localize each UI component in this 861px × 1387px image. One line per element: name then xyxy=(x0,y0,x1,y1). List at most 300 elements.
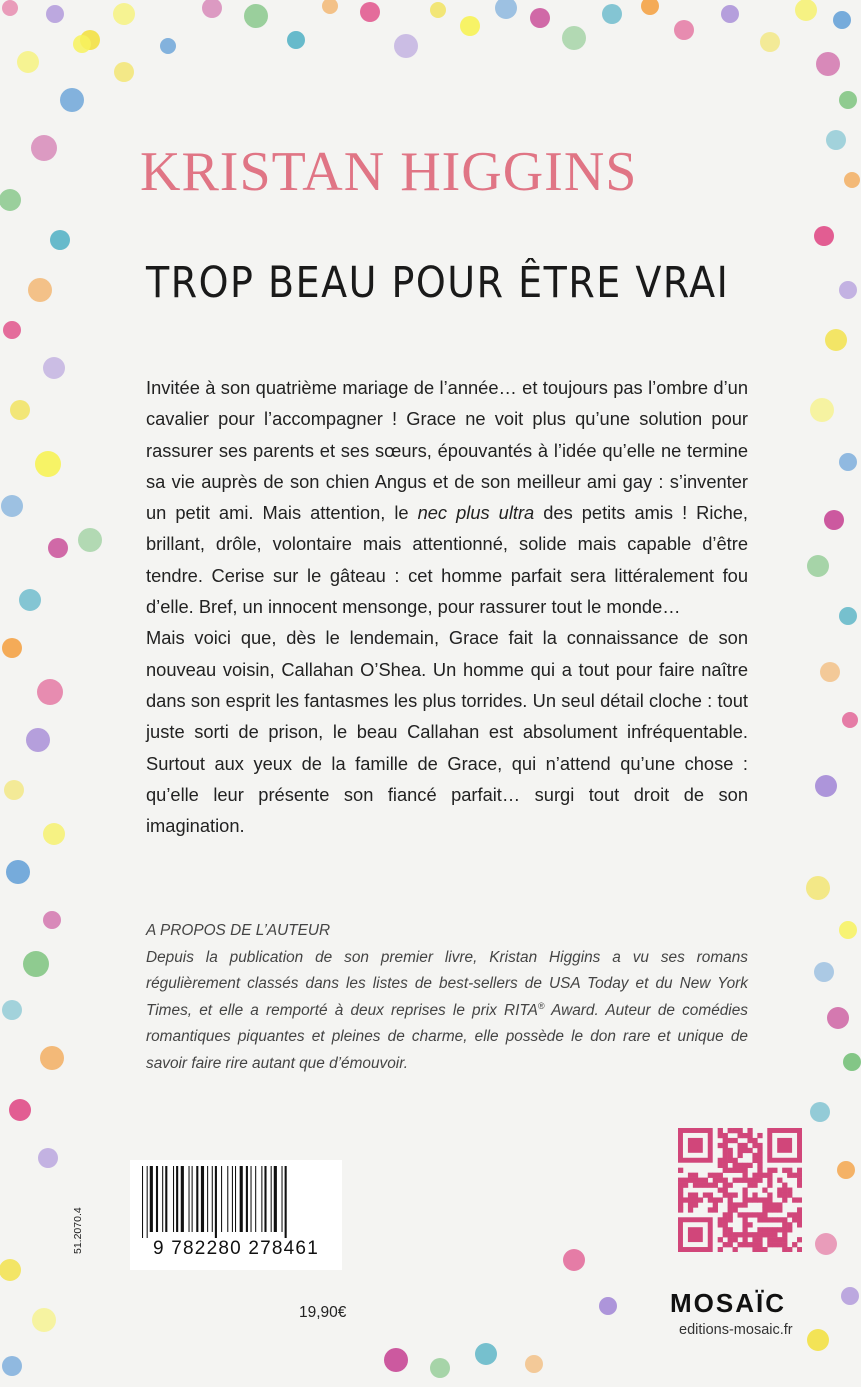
qr-module xyxy=(723,1148,728,1153)
barcode-bar xyxy=(227,1166,228,1232)
qr-module xyxy=(787,1212,792,1217)
confetti-dot xyxy=(287,31,305,49)
confetti-dot xyxy=(4,780,24,800)
confetti-dot xyxy=(31,135,57,161)
qr-module xyxy=(713,1173,718,1178)
confetti-dot xyxy=(495,0,517,19)
barcode-bar xyxy=(232,1166,233,1232)
qr-module xyxy=(688,1207,693,1212)
confetti-dot xyxy=(17,51,39,73)
qr-module xyxy=(797,1183,802,1188)
qr-module xyxy=(718,1128,723,1133)
qr-module xyxy=(728,1158,733,1163)
barcode-bar xyxy=(251,1166,252,1232)
confetti-dot xyxy=(73,35,91,53)
qr-module xyxy=(728,1192,733,1197)
confetti-dot xyxy=(48,538,68,558)
qr-module xyxy=(742,1148,747,1153)
qr-module xyxy=(752,1138,757,1143)
qr-module xyxy=(752,1158,757,1163)
qr-module xyxy=(718,1222,723,1227)
qr-module xyxy=(728,1197,733,1202)
qr-module xyxy=(777,1202,782,1207)
qr-finder xyxy=(777,1138,792,1153)
qr-module xyxy=(777,1188,782,1193)
confetti-dot xyxy=(815,775,837,797)
qr-module xyxy=(678,1207,683,1212)
qr-module xyxy=(738,1212,743,1217)
confetti-dot xyxy=(10,400,30,420)
qr-module xyxy=(713,1207,718,1212)
confetti-dot xyxy=(2,1000,22,1020)
qr-module xyxy=(728,1128,733,1133)
confetti-dot xyxy=(430,1358,450,1378)
qr-code xyxy=(678,1128,802,1252)
qr-module xyxy=(747,1133,752,1138)
qr-module xyxy=(767,1242,772,1247)
confetti-dot xyxy=(160,38,176,54)
blurb-text: Invitée à son quatrième mariage de l’année… et toujours pas l’ombre d’un cavalier pour l’accompagner ! Grace ne voit plus qu’une solution pour rassurer ses parents et ses sœurs, épouvantés à l’idée qu’elle ne termine sa vie auprès de son chien Angus et de son meilleur ami gay : s’inventer un petit ami. Mais attention, le xyxy=(146,377,748,524)
confetti-dot xyxy=(833,11,851,29)
qr-module xyxy=(777,1237,782,1242)
qr-module xyxy=(782,1197,787,1202)
qr-module xyxy=(747,1138,752,1143)
barcode-bar xyxy=(156,1166,158,1232)
qr-module xyxy=(738,1242,743,1247)
qr-module xyxy=(678,1197,683,1202)
qr-module xyxy=(738,1148,743,1153)
qr-module xyxy=(718,1197,723,1202)
qr-module xyxy=(782,1242,787,1247)
qr-module xyxy=(742,1163,747,1168)
confetti-dot xyxy=(114,62,134,82)
barcode-bar xyxy=(240,1166,243,1232)
qr-module xyxy=(782,1192,787,1197)
qr-module xyxy=(797,1237,802,1242)
confetti-dot xyxy=(0,189,21,211)
qr-module xyxy=(772,1232,777,1237)
qr-module xyxy=(688,1202,693,1207)
qr-module xyxy=(713,1197,718,1202)
confetti-dot xyxy=(78,528,102,552)
confetti-dot xyxy=(43,823,65,845)
qr-module xyxy=(723,1242,728,1247)
confetti-dot xyxy=(19,589,41,611)
qr-module xyxy=(718,1247,723,1252)
qr-module xyxy=(742,1232,747,1237)
barcode-bar xyxy=(201,1166,204,1232)
qr-module xyxy=(742,1188,747,1193)
qr-module xyxy=(718,1178,723,1183)
confetti-dot xyxy=(824,510,844,530)
qr-module xyxy=(767,1183,772,1188)
qr-module xyxy=(742,1202,747,1207)
confetti-dot xyxy=(839,453,857,471)
barcode-bar xyxy=(271,1166,272,1232)
about-text xyxy=(146,945,748,1078)
qr-module xyxy=(757,1227,762,1232)
qr-module xyxy=(782,1217,787,1222)
confetti-dot xyxy=(43,911,61,929)
qr-module xyxy=(723,1232,728,1237)
publisher-logo: MOSAÏC xyxy=(670,1288,786,1318)
qr-module xyxy=(728,1148,733,1153)
qr-module xyxy=(703,1183,708,1188)
confetti-dot xyxy=(60,88,84,112)
qr-module xyxy=(742,1133,747,1138)
qr-module xyxy=(698,1197,703,1202)
qr-module xyxy=(777,1178,782,1183)
qr-module xyxy=(787,1173,792,1178)
qr-module xyxy=(728,1207,733,1212)
qr-module xyxy=(728,1183,733,1188)
qr-module xyxy=(708,1173,713,1178)
qr-module xyxy=(777,1217,782,1222)
qr-module xyxy=(713,1178,718,1183)
barcode-bar xyxy=(173,1166,174,1232)
confetti-dot xyxy=(394,34,418,58)
confetti-dot xyxy=(475,1343,497,1365)
qr-module xyxy=(723,1133,728,1138)
qr-module xyxy=(742,1197,747,1202)
confetti-dot xyxy=(2,638,22,658)
about-heading: A PROPOS DE L’AUTEUR xyxy=(146,922,331,939)
confetti-dot xyxy=(844,172,860,188)
qr-module xyxy=(762,1197,767,1202)
confetti-dot xyxy=(40,1046,64,1070)
qr-module xyxy=(742,1178,747,1183)
qr-module xyxy=(688,1197,693,1202)
qr-module xyxy=(733,1128,738,1133)
confetti-dot xyxy=(827,1007,849,1029)
confetti-dot xyxy=(37,679,63,705)
qr-module xyxy=(762,1173,767,1178)
confetti-dot xyxy=(806,876,830,900)
qr-module xyxy=(728,1227,733,1232)
qr-module xyxy=(747,1242,752,1247)
confetti-dot xyxy=(839,607,857,625)
qr-module xyxy=(762,1188,767,1193)
qr-module xyxy=(752,1197,757,1202)
confetti-dot xyxy=(826,130,846,150)
qr-module xyxy=(787,1247,792,1252)
blurb-paragraph-2: Mais voici que, dès le lendemain, Grace fait la connaissance de son nouveau voisin, Callahan O’Shea. Un homme qui a tout pour faire naître dans son esprit les fantasmes les plus torrides. Un seul détail cloche : tout juste sorti de prison, le beau Callahan est absolument infréquentable. Surtout aux yeux de la famille de Grace, qui n’attend qu’une chose : qu’elle leur présente son fiancé parfait… surgi tout droit de son imagination. xyxy=(146,627,748,837)
qr-module xyxy=(733,1178,738,1183)
qr-module xyxy=(782,1247,787,1252)
qr-module xyxy=(762,1217,767,1222)
confetti-dot xyxy=(0,1259,21,1281)
qr-module xyxy=(723,1183,728,1188)
qr-module xyxy=(742,1192,747,1197)
confetti-dot xyxy=(825,329,847,351)
qr-module xyxy=(752,1242,757,1247)
blurb-italic-text: nec plus ultra xyxy=(417,502,535,524)
publisher-url: editions-mosaic.fr xyxy=(679,1322,793,1338)
qr-module xyxy=(787,1168,792,1173)
qr-module xyxy=(742,1173,747,1178)
qr-module xyxy=(688,1173,693,1178)
qr-module xyxy=(703,1192,708,1197)
qr-module xyxy=(767,1168,772,1173)
qr-module xyxy=(738,1128,743,1133)
qr-module xyxy=(757,1247,762,1252)
qr-module xyxy=(757,1178,762,1183)
qr-module xyxy=(797,1197,802,1202)
qr-finder xyxy=(688,1138,703,1153)
qr-module xyxy=(728,1242,733,1247)
book-title: TROP BEAU POUR ÊTRE VRAI xyxy=(146,258,730,308)
qr-module xyxy=(718,1173,723,1178)
qr-module xyxy=(742,1168,747,1173)
confetti-dot xyxy=(815,1233,837,1255)
qr-module xyxy=(762,1202,767,1207)
barcode-bar xyxy=(264,1166,266,1232)
qr-module xyxy=(782,1232,787,1237)
barcode-bar xyxy=(212,1166,213,1232)
qr-module xyxy=(693,1192,698,1197)
confetti-dot xyxy=(721,5,739,23)
confetti-dot xyxy=(841,1287,859,1305)
barcode-bar xyxy=(176,1166,178,1232)
qr-module xyxy=(738,1232,743,1237)
barcode-bar xyxy=(255,1166,256,1232)
qr-module xyxy=(718,1237,723,1242)
qr-module xyxy=(782,1227,787,1232)
confetti-dot xyxy=(842,712,858,728)
qr-module xyxy=(797,1168,802,1173)
qr-module xyxy=(747,1163,752,1168)
qr-module xyxy=(757,1242,762,1247)
qr-module xyxy=(742,1227,747,1232)
about-text-part: Award. Auteur de comédies romantiques piquantes et pleines de charme, elle possède le don rare et unique de savoir faire rire autant que d’émouvoir. xyxy=(146,1001,748,1072)
qr-module xyxy=(728,1217,733,1222)
barcode-reference: 51.2070.4 xyxy=(72,1207,84,1254)
qr-module xyxy=(752,1237,757,1242)
qr-module xyxy=(782,1188,787,1193)
confetti-dot xyxy=(641,0,659,15)
barcode-bar xyxy=(235,1166,236,1232)
qr-module xyxy=(698,1183,703,1188)
qr-module xyxy=(757,1163,762,1168)
qr-module xyxy=(723,1168,728,1173)
qr-module xyxy=(767,1217,772,1222)
qr-module xyxy=(797,1178,802,1183)
qr-module xyxy=(708,1207,713,1212)
qr-module xyxy=(782,1222,787,1227)
qr-module xyxy=(733,1247,738,1252)
book-blurb xyxy=(146,372,748,841)
confetti-dot xyxy=(35,451,61,477)
qr-module xyxy=(752,1143,757,1148)
barcode-bar xyxy=(162,1166,163,1232)
confetti-dot xyxy=(599,1297,617,1315)
qr-module xyxy=(757,1232,762,1237)
qr-module xyxy=(738,1163,743,1168)
barcode-bar xyxy=(274,1166,277,1232)
qr-module xyxy=(782,1183,787,1188)
barcode-bar xyxy=(215,1166,217,1238)
qr-module xyxy=(762,1227,767,1232)
qr-module xyxy=(747,1197,752,1202)
qr-module xyxy=(752,1212,757,1217)
about-author xyxy=(146,918,748,1078)
qr-module xyxy=(752,1173,757,1178)
qr-module xyxy=(792,1217,797,1222)
blurb-paragraph-1 xyxy=(146,372,748,622)
confetti-dot xyxy=(810,398,834,422)
qr-module xyxy=(797,1247,802,1252)
qr-module xyxy=(738,1133,743,1138)
qr-module xyxy=(728,1138,733,1143)
qr-module xyxy=(757,1158,762,1163)
qr-module xyxy=(688,1192,693,1197)
confetti-dot xyxy=(23,951,49,977)
qr-module xyxy=(678,1168,683,1173)
qr-module xyxy=(747,1178,752,1183)
qr-finder xyxy=(688,1227,703,1242)
qr-module xyxy=(713,1202,718,1207)
qr-module xyxy=(797,1173,802,1178)
confetti-dot xyxy=(563,1249,585,1271)
confetti-dot xyxy=(244,4,268,28)
qr-module xyxy=(767,1237,772,1242)
qr-module xyxy=(792,1242,797,1247)
qr-module xyxy=(767,1227,772,1232)
qr-module xyxy=(708,1192,713,1197)
qr-module xyxy=(757,1133,762,1138)
qr-module xyxy=(752,1178,757,1183)
qr-module xyxy=(772,1237,777,1242)
qr-module xyxy=(728,1212,733,1217)
blurb-text: des petits amis ! Riche, brillant, drôle, volontaire mais attentionné, solide mais capable d’être tendre. Cerise sur le gâteau : cet homme parfait sera littéralement fou d’elle. Bref, un innocent mensonge, pour rassurer tout le monde… xyxy=(146,502,748,618)
confetti-dot xyxy=(562,26,586,50)
qr-module xyxy=(733,1232,738,1237)
qr-module xyxy=(787,1222,792,1227)
confetti-dot xyxy=(50,230,70,250)
confetti-dot xyxy=(43,357,65,379)
qr-module xyxy=(723,1188,728,1193)
confetti-dot xyxy=(837,1161,855,1179)
qr-module xyxy=(723,1178,728,1183)
confetti-dot xyxy=(674,20,694,40)
qr-module xyxy=(733,1158,738,1163)
qr-module xyxy=(757,1148,762,1153)
confetti-dot xyxy=(602,4,622,24)
confetti-dot xyxy=(430,2,446,18)
qr-module xyxy=(733,1138,738,1143)
barcode-bar xyxy=(150,1166,153,1232)
qr-module xyxy=(747,1222,752,1227)
confetti-dot xyxy=(530,8,550,28)
confetti-dot xyxy=(814,962,834,982)
qr-module xyxy=(782,1237,787,1242)
qr-module xyxy=(757,1143,762,1148)
qr-module xyxy=(723,1227,728,1232)
barcode-bar xyxy=(181,1166,184,1232)
confetti-dot xyxy=(525,1355,543,1373)
qr-module xyxy=(742,1237,747,1242)
confetti-dot xyxy=(32,1308,56,1332)
qr-module xyxy=(723,1222,728,1227)
confetti-dot xyxy=(384,1348,408,1372)
qr-module xyxy=(797,1222,802,1227)
qr-module xyxy=(797,1217,802,1222)
qr-module xyxy=(757,1168,762,1173)
confetti-dot xyxy=(38,1148,58,1168)
qr-module xyxy=(792,1197,797,1202)
barcode-bars xyxy=(136,1166,336,1238)
qr-module xyxy=(698,1178,703,1183)
confetti-dot xyxy=(760,32,780,52)
barcode-bar xyxy=(189,1166,190,1232)
qr-module xyxy=(708,1197,713,1202)
qr-module xyxy=(723,1217,728,1222)
qr-module xyxy=(733,1168,738,1173)
qr-module xyxy=(738,1168,743,1173)
qr-module xyxy=(718,1163,723,1168)
qr-module xyxy=(683,1183,688,1188)
qr-module xyxy=(777,1192,782,1197)
confetti-dot xyxy=(807,555,829,577)
qr-module xyxy=(757,1237,762,1242)
qr-module xyxy=(723,1163,728,1168)
qr-module xyxy=(678,1202,683,1207)
confetti-dot xyxy=(2,1356,22,1376)
confetti-dot xyxy=(202,0,222,18)
qr-module xyxy=(723,1138,728,1143)
qr-module xyxy=(718,1158,723,1163)
qr-module xyxy=(792,1212,797,1217)
price: 19,90€ xyxy=(299,1304,347,1321)
qr-module xyxy=(747,1232,752,1237)
qr-module xyxy=(703,1178,708,1183)
qr-module xyxy=(708,1183,713,1188)
confetti-dot xyxy=(113,3,135,25)
qr-module xyxy=(693,1178,698,1183)
qr-module xyxy=(797,1212,802,1217)
confetti-dot xyxy=(26,728,50,752)
confetti-dot xyxy=(807,1329,829,1351)
qr-module xyxy=(757,1212,762,1217)
isbn-number: 9 782280 278461 xyxy=(153,1238,319,1259)
qr-module xyxy=(693,1183,698,1188)
qr-module xyxy=(772,1242,777,1247)
qr-module xyxy=(757,1153,762,1158)
qr-module xyxy=(742,1222,747,1227)
barcode-bar xyxy=(147,1166,148,1238)
qr-module xyxy=(767,1192,772,1197)
barcode-bar xyxy=(282,1166,283,1232)
barcode-bar xyxy=(165,1166,167,1232)
qr-module xyxy=(747,1148,752,1153)
confetti-dot xyxy=(839,281,857,299)
confetti-dot xyxy=(820,662,840,682)
barcode-bar xyxy=(196,1166,198,1232)
barcode-bar xyxy=(142,1166,143,1238)
confetti-dot xyxy=(46,5,64,23)
confetti-dot xyxy=(3,321,21,339)
barcode-bar xyxy=(261,1166,262,1232)
confetti-dot xyxy=(814,226,834,246)
confetti-dot xyxy=(810,1102,830,1122)
qr-module xyxy=(718,1188,723,1193)
qr-module xyxy=(728,1202,733,1207)
qr-module xyxy=(693,1197,698,1202)
qr-module xyxy=(742,1212,747,1217)
qr-module xyxy=(757,1197,762,1202)
confetti-dot xyxy=(9,1099,31,1121)
qr-module xyxy=(767,1232,772,1237)
